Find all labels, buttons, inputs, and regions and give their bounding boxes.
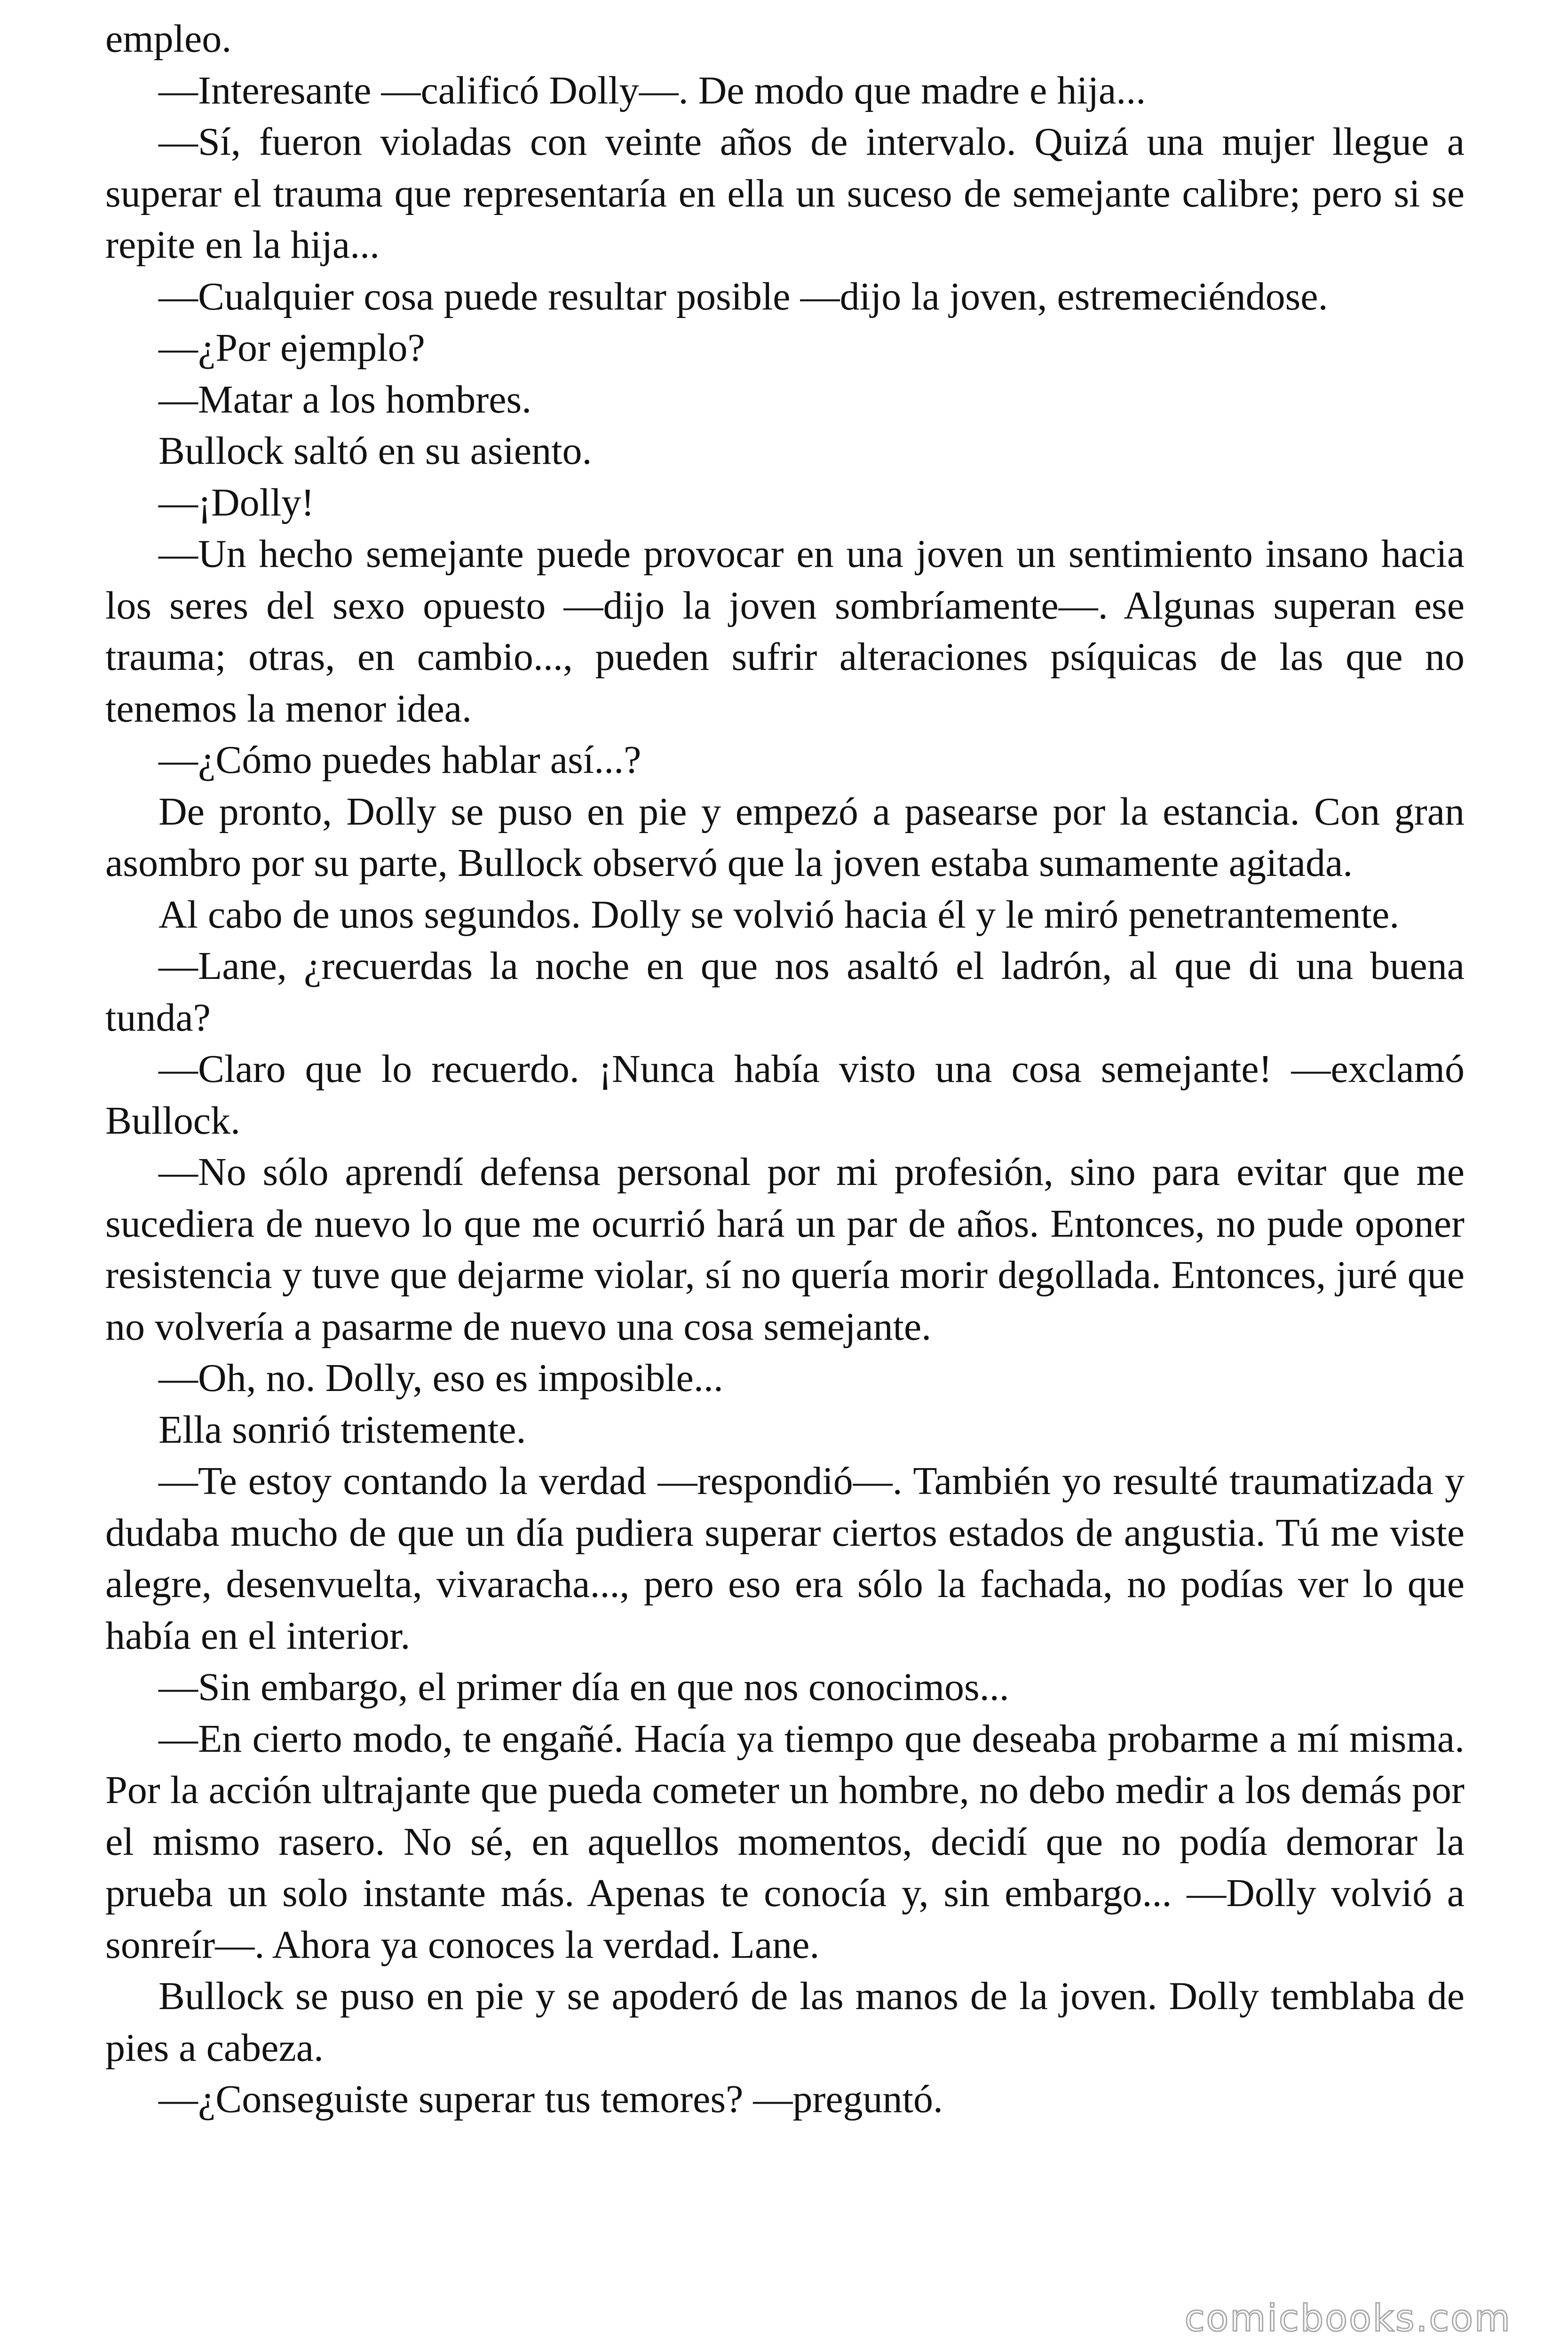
paragraph: Al cabo de unos segundos. Dolly se volvió hacia él y le miró penetrantemente. — [158, 892, 1400, 937]
paragraph: —Lane, ¿recuerdas la noche en que nos asaltó el ladrón, al que di una buena tunda? — [105, 944, 1465, 1040]
paragraph: —¿Por ejemplo? — [158, 326, 425, 370]
paragraph: Ella sonrió tristemente. — [158, 1407, 526, 1452]
paragraph: —En cierto modo, te engañé. Hacía ya tiempo que deseaba probarme a mí misma. Por la acción ultrajante que pueda cometer un hombre, no debo medir a los demás por el mismo rasero. No sé, en aquellos momentos, decidí que no podía demorar la prueba un solo instante más. Apenas te conocía y, sin embargo... —Dolly volvió a sonreír—. Ahora ya conoces la verdad. Lane. — [105, 1716, 1465, 1967]
paragraph: Bullock se puso en pie y se apoderó de las manos de la joven. Dolly temblaba de pies a cabeza. — [105, 1974, 1465, 2070]
paragraph: —¡Dolly! — [158, 480, 315, 524]
paragraph: —Matar a los hombres. — [158, 377, 532, 421]
paragraph: —Te estoy contando la verdad —respondió—. También yo resulté traumatizada y dudaba mucho de que un día pudiera superar ciertos estados de angustia. Tú me viste alegre, desenvuelta, vivaracha..., pero eso era sólo la fachada, no podías ver lo que había en el interior. — [105, 1459, 1465, 1658]
paragraph: —No sólo aprendí defensa personal por mi profesión, sino para evitar que me sucediera de nuevo lo que me ocurrió hará un par de años. Entonces, no pude oponer resistencia y tuve que dejarme violar, sí no quería morir degollada. Entonces, juré que no volvería a pasarme de nuevo una cosa semejante. — [105, 1150, 1465, 1349]
body-text — [105, 13, 1465, 2125]
watermark: comicbooks.com — [1184, 2297, 1512, 2340]
paragraph: empleo. — [105, 17, 232, 61]
paragraph: —Un hecho semejante puede provocar en una joven un sentimiento insano hacia los seres del sexo opuesto —dijo la joven sombríamente—. Algunas superan ese trauma; otras, en cambio..., pueden sufrir alteraciones psíquicas de las que no tenemos la menor idea. — [105, 532, 1465, 731]
paragraph: —Claro que lo recuerdo. ¡Nunca había visto una cosa semejante! —exclamó Bullock. — [105, 1047, 1465, 1143]
paragraph: —Oh, no. Dolly, eso es imposible... — [158, 1356, 723, 1400]
paragraph: —Sí, fueron violadas con veinte años de intervalo. Quizá una mujer llegue a superar el trauma que representaría en ella un suceso de semejante calibre; pero si se repite en la hija... — [105, 120, 1465, 267]
paragraph: —¿Cómo puedes hablar así...? — [158, 738, 641, 782]
paragraph: —¿Conseguiste superar tus temores? —preguntó. — [158, 2077, 943, 2121]
paragraph: Bullock saltó en su asiento. — [158, 429, 592, 473]
paragraph: De pronto, Dolly se puso en pie y empezó a pasearse por la estancia. Con gran asombro por su parte, Bullock observó que la joven estaba sumamente agitada. — [105, 789, 1465, 885]
paragraph: —Cualquier cosa puede resultar posible —dijo la joven, estremeciéndose. — [158, 274, 1328, 318]
paragraph: —Sin embargo, el primer día en que nos conocimos... — [158, 1665, 1009, 1709]
paragraph: —Interesante —calificó Dolly—. De modo que madre e hija... — [158, 68, 1146, 112]
